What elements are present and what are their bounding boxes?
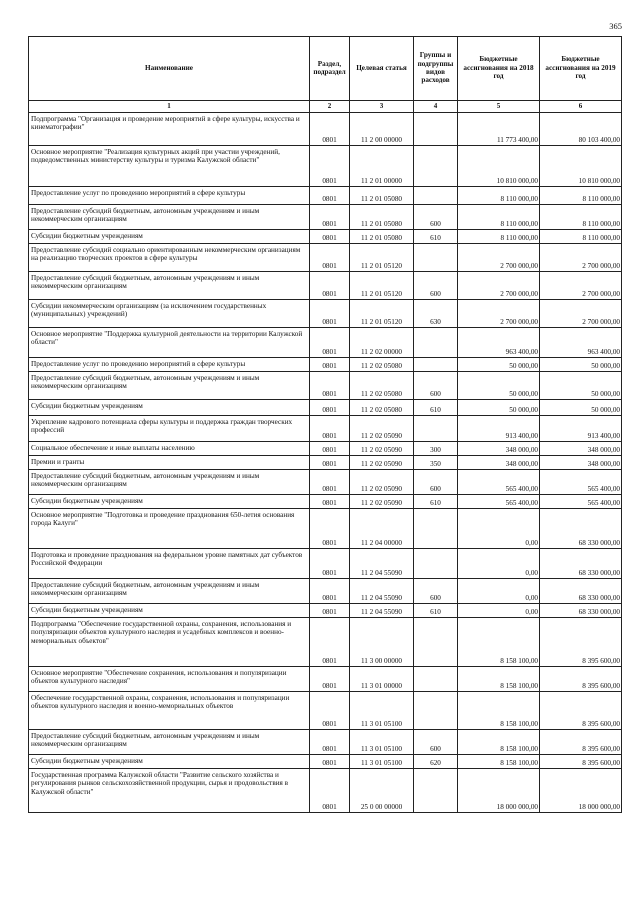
row-2019: 8 395 600,00 [540,755,622,769]
row-section: 0801 [310,442,350,456]
table-row [29,579,622,604]
row-2019: 963 400,00 [540,328,622,358]
row-name: Укрепление кадрового потенциала сферы культуры и поддержка граждан творческих профессий [29,416,310,442]
row-name: Субсидии бюджетным учреждениям [29,230,310,244]
row-target: 11 2 02 05080 [350,400,414,416]
row-target: 11 2 01 00000 [350,146,414,187]
row-group [414,769,458,813]
table-row [29,272,622,300]
row-name: Обеспечение государственной охраны, сохранения, использования и популяризации объектов культурного наследия и военно-мемориальных объектов [29,692,310,730]
row-target: 11 3 01 05100 [350,755,414,769]
row-section: 0801 [310,205,350,230]
row-2018: 565 400,00 [458,495,540,509]
row-2018: 913 400,00 [458,416,540,442]
row-name: Субсидии некоммерческим организациям (за исключением государственных (муниципальных) учреждений) [29,300,310,328]
row-2018: 0,00 [458,549,540,579]
row-2018: 18 000 000,00 [458,769,540,813]
row-section: 0801 [310,509,350,549]
header-groups: Группы и подгруппы видов расходов [414,37,458,101]
row-2018: 8 110 000,00 [458,230,540,244]
table-row [29,442,622,456]
row-2018: 2 700 000,00 [458,244,540,272]
row-section: 0801 [310,400,350,416]
row-2019: 68 330 000,00 [540,509,622,549]
table-row [29,495,622,509]
row-target: 11 2 01 05080 [350,187,414,205]
row-2018: 8 110 000,00 [458,187,540,205]
row-section: 0801 [310,579,350,604]
row-name: Премии и гранты [29,456,310,470]
row-section: 0801 [310,358,350,372]
row-2019: 8 110 000,00 [540,230,622,244]
row-section: 0801 [310,495,350,509]
row-target: 11 2 04 55090 [350,579,414,604]
row-name: Основное мероприятие "Обеспечение сохранения, использования и популяризации объектов культурного наследия" [29,667,310,692]
table-row [29,509,622,549]
row-2019: 565 400,00 [540,495,622,509]
row-name: Основное мероприятие "Реализация культурных акций при участии учреждений, подведомственных министерству культуры и туризма Калужской области" [29,146,310,187]
row-name: Предоставление услуг по проведению мероприятий в сфере культуры [29,358,310,372]
table-row [29,667,622,692]
row-group: 610 [414,495,458,509]
row-2019: 80 103 400,00 [540,113,622,146]
row-2019: 68 330 000,00 [540,604,622,618]
row-target: 11 2 04 55090 [350,604,414,618]
row-2018: 0,00 [458,604,540,618]
row-group [414,187,458,205]
row-2019: 8 395 600,00 [540,692,622,730]
table-row [29,230,622,244]
row-section: 0801 [310,300,350,328]
row-name: Предоставление субсидий бюджетным, автономным учреждениям и иным некоммерческим организациям [29,470,310,495]
row-target: 11 2 02 05090 [350,470,414,495]
row-group [414,667,458,692]
header-target: Целевая статья [350,37,414,101]
row-2019: 18 000 000,00 [540,769,622,813]
row-target: 11 2 02 05090 [350,416,414,442]
row-2018: 0,00 [458,579,540,604]
table-body [29,113,622,813]
row-name: Основное мероприятие "Подготовка и проведение празднования 650-летия основания города Калуги" [29,509,310,549]
row-section: 0801 [310,456,350,470]
row-target: 25 0 00 00000 [350,769,414,813]
row-name: Предоставление субсидий бюджетным, автономным учреждениям и иным некоммерческим организациям [29,205,310,230]
budget-table [28,36,622,813]
row-2019: 50 000,00 [540,358,622,372]
row-group: 610 [414,604,458,618]
colnum-5: 5 [458,101,540,113]
row-section: 0801 [310,549,350,579]
row-target: 11 2 00 00000 [350,113,414,146]
row-2018: 50 000,00 [458,372,540,400]
row-2018: 11 773 400,00 [458,113,540,146]
row-group [414,549,458,579]
table-row [29,692,622,730]
row-name: Субсидии бюджетным учреждениям [29,604,310,618]
row-2018: 565 400,00 [458,470,540,495]
table-row [29,416,622,442]
row-2019: 8 395 600,00 [540,667,622,692]
row-target: 11 2 01 05120 [350,272,414,300]
row-target: 11 3 01 00000 [350,667,414,692]
page-number: 365 [609,21,622,31]
row-2018: 963 400,00 [458,328,540,358]
table-row [29,187,622,205]
row-2018: 2 700 000,00 [458,300,540,328]
header-2018: Бюджетные ассигнования на 2018 год [458,37,540,101]
row-name: Предоставление субсидий социально ориентированным некоммерческим организациям на реализацию творческих проектов в сфере культуры [29,244,310,272]
row-name: Субсидии бюджетным учреждениям [29,400,310,416]
row-group: 300 [414,442,458,456]
table-row [29,244,622,272]
row-group [414,509,458,549]
row-group [414,618,458,667]
row-group: 600 [414,579,458,604]
row-target: 11 2 01 05120 [350,300,414,328]
table-row [29,730,622,755]
table-row [29,113,622,146]
row-2019: 8 395 600,00 [540,618,622,667]
row-section: 0801 [310,328,350,358]
row-name: Основное мероприятие "Поддержка культурной деятельности на территории Калужской области" [29,328,310,358]
row-section: 0801 [310,244,350,272]
row-section: 0801 [310,416,350,442]
row-2019: 913 400,00 [540,416,622,442]
row-group [414,692,458,730]
row-section: 0801 [310,769,350,813]
row-2019: 2 700 000,00 [540,244,622,272]
table-row [29,456,622,470]
table-row [29,358,622,372]
row-2019: 10 810 000,00 [540,146,622,187]
row-name: Предоставление субсидий бюджетным, автономным учреждениям и иным некоммерческим организациям [29,579,310,604]
row-group: 600 [414,272,458,300]
colnum-3: 3 [350,101,414,113]
row-section: 0801 [310,730,350,755]
row-name: Государственная программа Калужской области "Развитие сельского хозяйства и регулирования рынков сельскохозяйственной продукции, сырья и продовольствия в Калужской области" [29,769,310,813]
row-name: Предоставление услуг по проведению мероприятий в сфере культуры [29,187,310,205]
row-2018: 0,00 [458,509,540,549]
row-target: 11 3 00 00000 [350,618,414,667]
row-2019: 348 000,00 [540,442,622,456]
row-2018: 8 110 000,00 [458,205,540,230]
row-target: 11 2 02 05090 [350,495,414,509]
row-2019: 8 395 600,00 [540,730,622,755]
row-2018: 8 158 100,00 [458,730,540,755]
row-name: Подпрограмма "Обеспечение государственной охраны, сохранения, использования и популяризации объектов культурного наследия и усадебных комплексов и военно-мемориальных объектов" [29,618,310,667]
table-row [29,400,622,416]
row-section: 0801 [310,470,350,495]
row-group: 600 [414,470,458,495]
row-target: 11 2 02 05080 [350,372,414,400]
table-row [29,300,622,328]
row-target: 11 2 02 05080 [350,358,414,372]
row-section: 0801 [310,604,350,618]
table-row [29,470,622,495]
row-2019: 68 330 000,00 [540,549,622,579]
row-section: 0801 [310,667,350,692]
row-2018: 50 000,00 [458,358,540,372]
row-group: 620 [414,755,458,769]
colnum-2: 2 [310,101,350,113]
row-2018: 2 700 000,00 [458,272,540,300]
row-name: Субсидии бюджетным учреждениям [29,755,310,769]
table-row [29,604,622,618]
row-2019: 565 400,00 [540,470,622,495]
row-2018: 348 000,00 [458,442,540,456]
row-group: 350 [414,456,458,470]
row-target: 11 3 01 05100 [350,692,414,730]
row-target: 11 2 02 00000 [350,328,414,358]
row-2019: 8 110 000,00 [540,187,622,205]
row-2019: 348 000,00 [540,456,622,470]
row-target: 11 2 01 05080 [350,230,414,244]
colnum-6: 6 [540,101,622,113]
row-section: 0801 [310,692,350,730]
row-group [414,358,458,372]
colnum-4: 4 [414,101,458,113]
row-name: Предоставление субсидий бюджетным, автономным учреждениям и иным некоммерческим организациям [29,372,310,400]
row-target: 11 2 01 05120 [350,244,414,272]
row-section: 0801 [310,755,350,769]
row-section: 0801 [310,272,350,300]
colnum-1: 1 [29,101,310,113]
row-name: Подпрограмма "Организация и проведение мероприятий в сфере культуры, искусства и кинематографии" [29,113,310,146]
row-2019: 2 700 000,00 [540,300,622,328]
row-name: Социальное обеспечение и иные выплаты населению [29,442,310,456]
row-group [414,244,458,272]
header-section: Раздел, подраздел [310,37,350,101]
row-target: 11 2 04 55090 [350,549,414,579]
row-2019: 2 700 000,00 [540,272,622,300]
row-section: 0801 [310,113,350,146]
row-target: 11 2 02 05090 [350,456,414,470]
row-2019: 68 330 000,00 [540,579,622,604]
row-name: Подготовка и проведение празднования на федеральном уровне памятных дат субъектов Российской Федерации [29,549,310,579]
row-target: 11 2 04 00000 [350,509,414,549]
table-row [29,549,622,579]
row-target: 11 3 01 05100 [350,730,414,755]
row-section: 0801 [310,618,350,667]
row-2018: 8 158 100,00 [458,618,540,667]
row-2018: 8 158 100,00 [458,755,540,769]
row-2018: 50 000,00 [458,400,540,416]
row-group: 610 [414,230,458,244]
row-section: 0801 [310,187,350,205]
row-group [414,113,458,146]
row-group [414,146,458,187]
table-row [29,769,622,813]
column-number-row [29,101,622,113]
row-2018: 348 000,00 [458,456,540,470]
header-name: Наименование [29,37,310,101]
row-group: 600 [414,205,458,230]
header-row [29,37,622,101]
row-name: Предоставление субсидий бюджетным, автономным учреждениям и иным некоммерческим организациям [29,272,310,300]
row-target: 11 2 01 05080 [350,205,414,230]
table-row [29,205,622,230]
row-name: Субсидии бюджетным учреждениям [29,495,310,509]
row-group [414,328,458,358]
row-section: 0801 [310,230,350,244]
table-row [29,372,622,400]
row-target: 11 2 02 05090 [350,442,414,456]
row-group: 610 [414,400,458,416]
row-2018: 10 810 000,00 [458,146,540,187]
row-section: 0801 [310,372,350,400]
table-row [29,755,622,769]
table-row [29,618,622,667]
row-2019: 50 000,00 [540,400,622,416]
row-group [414,416,458,442]
header-2019: Бюджетные ассигнования на 2019 год [540,37,622,101]
row-group: 600 [414,372,458,400]
row-2019: 8 110 000,00 [540,205,622,230]
row-group: 630 [414,300,458,328]
table-row [29,328,622,358]
row-2018: 8 158 100,00 [458,692,540,730]
row-2019: 50 000,00 [540,372,622,400]
table-row [29,146,622,187]
row-name: Предоставление субсидий бюджетным, автономным учреждениям и иным некоммерческим организациям [29,730,310,755]
row-group: 600 [414,730,458,755]
row-section: 0801 [310,146,350,187]
row-2018: 8 158 100,00 [458,667,540,692]
